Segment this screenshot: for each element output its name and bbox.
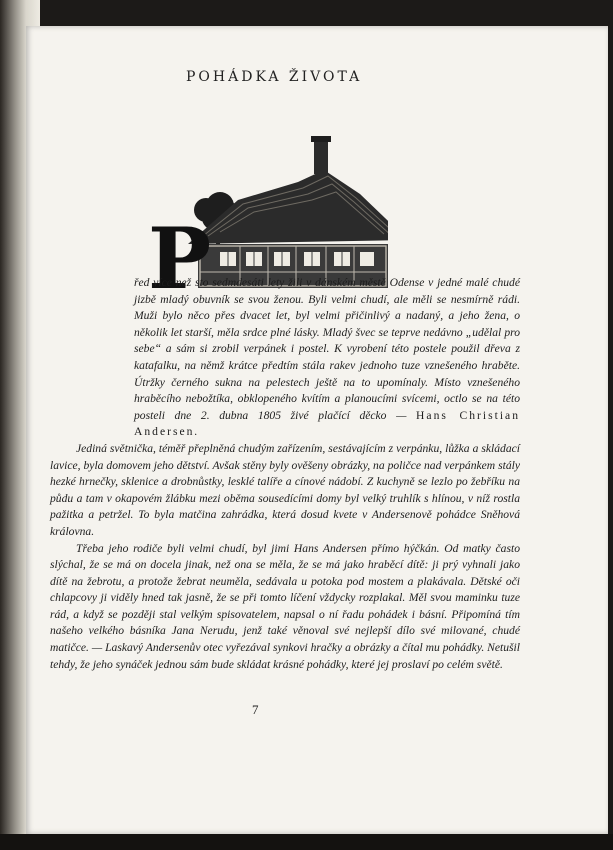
- paragraph-1: [50, 275, 520, 441]
- paragraph-1-tail: .: [194, 425, 198, 439]
- chapter-title: POHÁDKA ŽIVOTA: [186, 69, 363, 85]
- author-name: Hans Christian Andersen: [134, 408, 521, 439]
- paragraph-2: Jediná světnička, téměř přeplněná chudým zařízením, sestávajícím z verpánku, lůžka a skládací lavice, byla domovem jeho dětství. Avšak stěny byly ověšeny obrázky, na poličce nad verpánkem stály hezké hrnečky, sklenice a drobnůstky, lesklé talíře a cínové nádobí. Z kuchyně se lezlo po žebříku na půdu a tam v okapovém žlábku mezi oběma sousedícími domy byl velký truhlík s hlínou, v níž rostla pažitka a petržel. To byla matčina zahrádka, která dosud kvete v Andersenově pohádce Sněhová královna.: [50, 441, 520, 538]
- cottage-dropcap-illustration: [128, 110, 388, 290]
- scan-border: [0, 834, 613, 850]
- body-text: [50, 275, 520, 673]
- page-number: 7: [252, 702, 259, 717]
- drop-cap-letter: P: [148, 209, 212, 290]
- paragraph-1-lead: řed více než sto sedmdesáti lety žili v dánském městě Odense v jedné malé chudé jizbě mladý obuvník se svou ženou. Byli velmi chudí, ale měli se nesmírně rádi. Muži bylo něco přes dvacet let, byl velmi přičinlivý a nadaný, a jeho žena, o několik let starší, měla srdce plné lásky. Mladý švec se teprve nedávno „udělal pro sebe“ a sám si zrobil verpánek i postel. K vyrobení této postele použil dřeva z katafalku, na němž krátce předtím stála rakev jednoho tuze vznešeného hraběte. Útržky černého sukna na pelestech ještě na to upomínaly. Místo vznešeného hraběcího nebožtíka, obklopeného kvítím a planoucími svícemi, octlo se na této posteli dne 2. dubna 1805 živé plačící děcko —: [134, 276, 520, 422]
- paragraph-3: Třeba jeho rodiče byli velmi chudí, byl jimi Hans Andersen přímo hýčkán. Od matky často slýchal, že se má on docela jinak, než ona se měla, že se má jako hraběcí dítě: ji prý vyhnali jako dítě na žebrotu, a protože žebrat neuměla, sedávala u potoka pod mostem a plakávala. Dětské oči chlapcovy ji viděly hned tak jasně, že se při tomto líčení vždycky rozplakal. Měl svou maminku tuze rád, a když se později stal velkým spisovatelem, napsal o ní řadu pohádek i básní. Připomíná tím našeho velkého básníka Jana Nerudu, jenž také věnoval své nejlepší dílo své milované, chudé matičce. — Laskavý Andersenův otec vyřezával synkovi hračky a obrázky a čítal mu pohádky. Netušil tehdy, že jeho synáček jednou sám bude skládat krásné pohádky, které jej proslaví po celém světě.: [50, 541, 520, 671]
